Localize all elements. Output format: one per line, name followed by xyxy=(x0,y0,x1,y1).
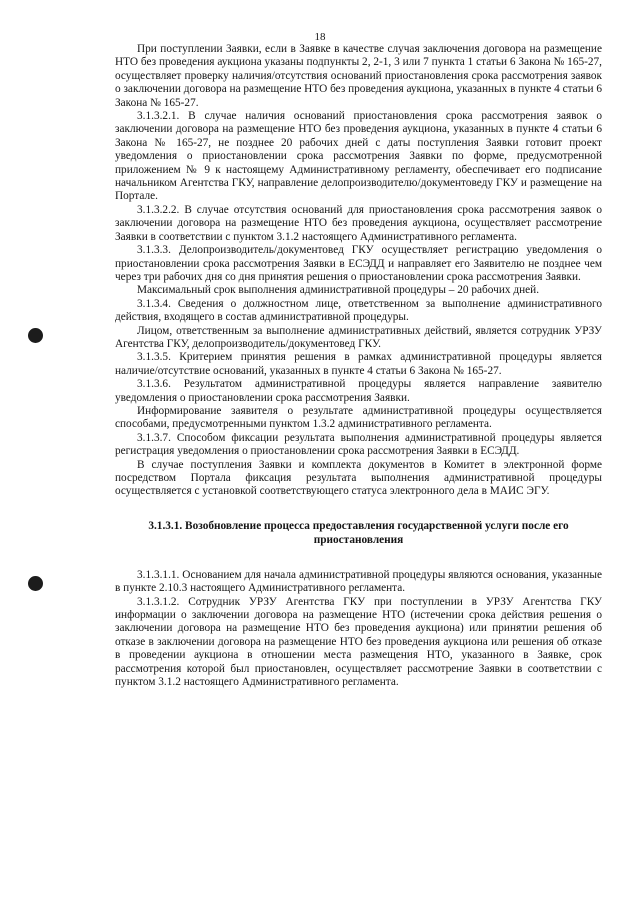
paragraph: 3.1.3.5. Критерием принятия решения в рамках административной процедуры является наличие/отсутствие оснований, указанных в пункте 4 статьи 6 Закона № 165-27. xyxy=(115,351,602,377)
paragraph: При поступлении Заявки, если в Заявке в качестве случая заключения договора на размещение НТО без проведения аукциона указаны подпункты 2, 2-1, 3 или 7 пункта 1 статьи 6 Закона № 165-27, осуществляет проверку наличия/отсутствия оснований приостановления срока рассмотрения заявок о заключении договора на размещение НТО без проведения аукциона, указанных в пункте 4 статьи 6 Закона № 165-27. xyxy=(115,43,603,109)
paragraph: 3.1.3.6. Результатом административной процедуры является направление заявителю уведомления о приостановлении срока рассмотрения Заявки. xyxy=(115,378,602,404)
paragraph: 3.1.3.2.1. В случае наличия оснований приостановления срока рассмотрения заявок о заключении договора на размещение НТО без проведения аукциона, указанных в пункте 4 статьи 6 Закона № 165-27, не позднее 20 рабочих дней с даты поступления Заявки готовит проект уведомления о приостановлении срока рассмотрения Заявки по форме, предусмотренной приложением № 9 к настоящему Административному регламенту, обеспечивает его подписание начальником Агентства ГКУ, направление делопроизводителю/документоведу ГКУ и размещение на Портале. xyxy=(115,110,602,203)
document-body xyxy=(115,43,602,689)
paragraph: 3.1.3.4. Сведения о должностном лице, ответственном за выполнение административного действия, входящего в состав административной процедуры. xyxy=(115,297,602,324)
page-number: 18 xyxy=(314,31,326,43)
binder-hole xyxy=(28,576,43,591)
section-heading: 3.1.3.1. Возобновление процесса предоставления государственной услуги после его приостановления xyxy=(148,519,569,546)
binder-hole xyxy=(28,328,43,343)
paragraph: 3.1.3.1.1. Основанием для начала административной процедуры являются основания, указанные в пункте 2.10.3 настоящего Административного регламента. xyxy=(115,568,602,595)
paragraph: В случае поступления Заявки и комплекта документов в Комитет в электронной форме посредством Портала фиксация результата выполнения административной процедуры осуществляется с установкой соответствующего статуса электронного дела в МАИС ЭГУ. xyxy=(115,458,602,498)
paragraph: 3.1.3.3. Делопроизводитель/документовед ГКУ осуществляет регистрацию уведомления о приостановлении срока рассмотрения Заявки в ЕСЭДД и направляет его Заявителю не позднее чем через три рабочих дня со дня принятия решения о приостановлении срока рассмотрения Заявки. xyxy=(115,244,602,283)
paragraph: Лицом, ответственным за выполнение административных действий, является сотрудник УРЗУ Агентства ГКУ, делопроизводитель/документовед ГКУ. xyxy=(115,324,602,350)
paragraph: 3.1.3.2.2. В случае отсутствия оснований для приостановления срока рассмотрения заявок о заключении договора на размещение НТО без проведения аукциона, осуществляет рассмотрение Заявки в соответствии с пунктом 3.1.2 настоящего Административного регламента. xyxy=(115,203,602,243)
paragraph: 3.1.3.7. Способом фиксации результата выполнения административной процедуры является регистрация уведомления о приостановлении срока рассмотрения Заявки в ЕСЭДД. xyxy=(115,431,602,458)
paragraph: Максимальный срок выполнения административной процедуры – 20 рабочих дней. xyxy=(137,284,540,297)
paragraph: Информирование заявителя о результате административной процедуры осуществляется способами, предусмотренными пунктом 1.3.2 административного регламента. xyxy=(115,404,602,431)
paragraph: 3.1.3.1.2. Сотрудник УРЗУ Агентства ГКУ при поступлении в УРЗУ Агентства ГКУ информации о заключении договора на размещение НТО (истечении срока действия решения о заключении договора на размещение НТО без проведения аукциона) или принятии решения об отказе в заключении договора на размещение НТО без проведения аукциона или решения об отказе в проведении аукциона в отношении места размещения НТО, указанного в Заявке, срок рассмотрения которой был приостановлен, осуществляет рассмотрение Заявки в соответствии с пунктом 3.1.2 настоящего Административного регламента. xyxy=(115,595,602,689)
